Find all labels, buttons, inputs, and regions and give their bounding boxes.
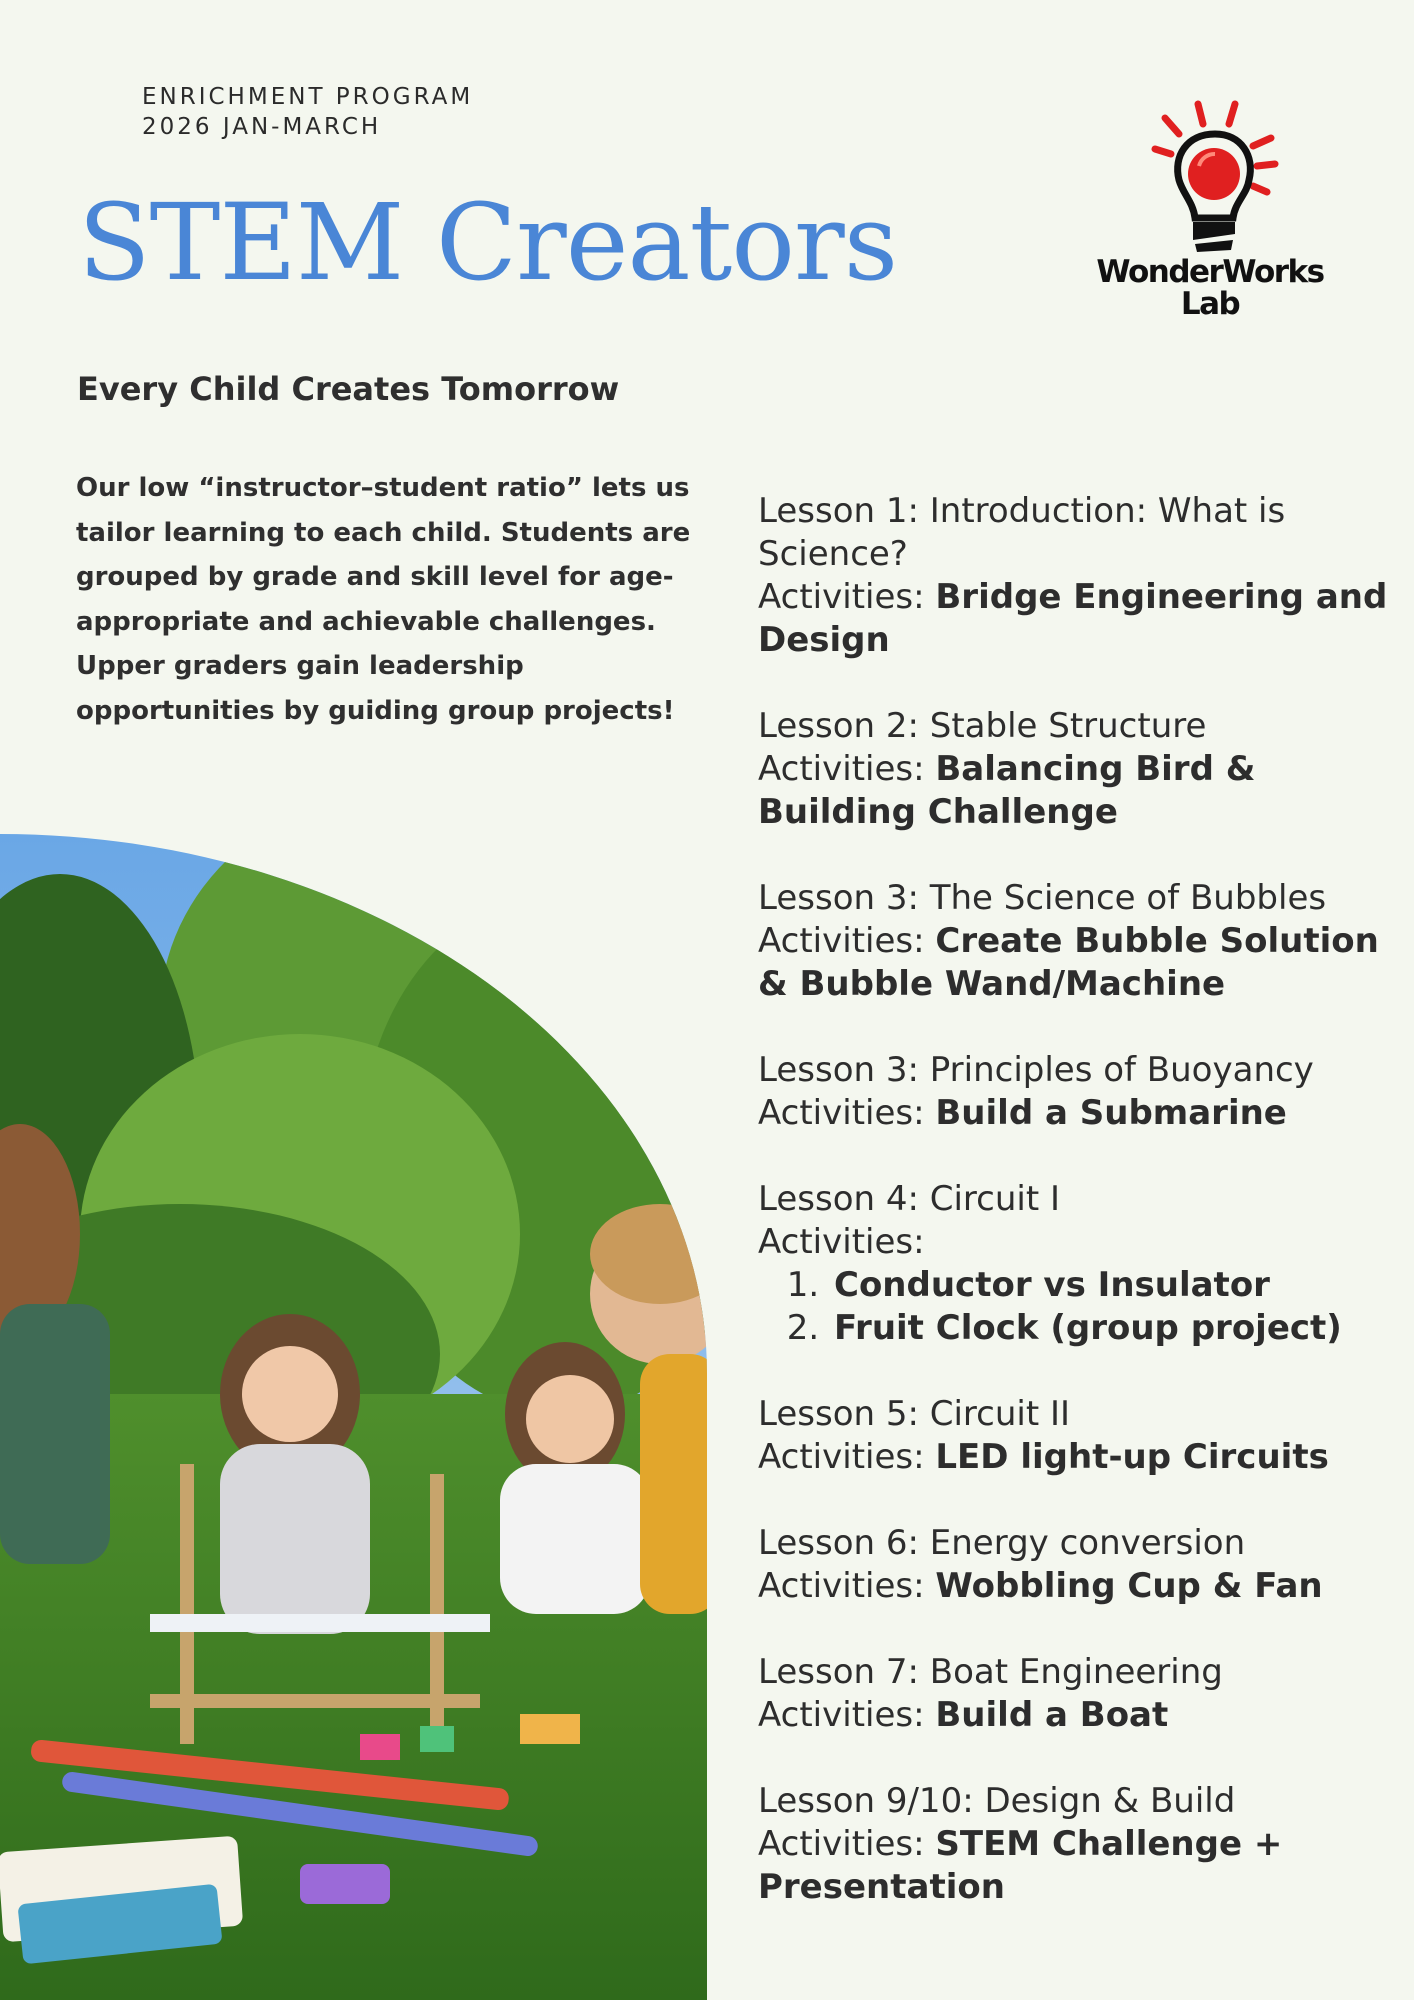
lesson-item [758,877,1398,1006]
lesson-title: Lesson 5: Circuit II [758,1394,1071,1434]
lesson-title: Lesson 3: The Science of Bubbles [758,878,1327,918]
lesson-title: Lesson 3: Principles of Buoyancy [758,1050,1314,1090]
lesson-item [758,490,1398,662]
activities-value: Wobbling Cup & Fan [935,1566,1323,1606]
lesson-item [758,1522,1398,1608]
activities-list-item: 1. Conductor vs Insulator [830,1264,1398,1307]
lesson-activities [758,920,1398,1006]
activities-label: Activities: [758,1566,925,1606]
logo-text [1080,256,1340,320]
children-outdoor-photo [0,834,707,2000]
lesson-activities [758,1823,1398,1909]
lightbulb-icon [1135,94,1285,254]
activities-value: Create Bubble Solution & Bubble Wand/Machine [758,921,1379,1004]
tagline: Every Child Creates Tomorrow [77,370,620,408]
page-title: STEM Creators [78,181,898,304]
activities-value: STEM Challenge + Presentation [758,1824,1283,1907]
lesson-activities [758,576,1398,662]
wonderworks-logo [1080,94,1340,334]
lesson-activities [758,1565,1398,1608]
logo-line-2: Lab [1180,286,1240,322]
lesson-item [758,705,1398,834]
lesson-list [758,490,1398,1952]
lesson-item [758,1651,1398,1737]
lesson-title: Lesson 4: Circuit I [758,1179,1061,1219]
activities-label: Activities: [758,921,925,961]
activities-value: Build a Submarine [935,1093,1287,1133]
photo-illustration [0,834,707,2000]
intro-paragraph: Our low “instructor–student ratio” lets us tailor learning to each child. Students are grouped by grade and skill level for age-appropriate and achievable challenges. Upper graders gain leadership opportunities by guiding group projects! [76,473,691,726]
lesson-title: Lesson 2: Stable Structure [758,706,1207,746]
lesson-item [758,1049,1398,1135]
lesson-item [758,1780,1398,1909]
activities-label: Activities: [758,1824,925,1864]
activities-value: Balancing Bird & Building Challenge [758,749,1256,832]
activities-label: Activities: [758,1093,925,1133]
eyebrow-line-2: 2026 JAN-MARCH [142,114,382,140]
lesson-title: Lesson 6: Energy conversion [758,1523,1246,1563]
activities-value: Bridge Engineering and Design [758,577,1388,660]
lesson-activities [758,748,1398,834]
activities-value: Build a Boat [935,1695,1169,1735]
eyebrow-line-1: ENRICHMENT PROGRAM [142,84,474,110]
activities-label: Activities: [758,577,925,617]
activities-label: Activities: [758,1222,925,1262]
lesson-activities [758,1092,1398,1135]
lesson-title: Lesson 1: Introduction: What is Science? [758,491,1286,574]
lesson-item [758,1178,1398,1350]
program-eyebrow [142,82,473,142]
lesson-title: Lesson 7: Boat Engineering [758,1652,1223,1692]
lesson-activities [758,1694,1398,1737]
lesson-activities [758,1436,1398,1479]
activities-label: Activities: [758,1695,925,1735]
activities-list-item: 2. Fruit Clock (group project) [830,1307,1398,1350]
lesson-title: Lesson 9/10: Design & Build [758,1781,1236,1821]
activities-list [758,1264,1398,1350]
activities-label: Activities: [758,1437,925,1477]
activities-value: LED light-up Circuits [935,1437,1329,1477]
lesson-item [758,1393,1398,1479]
logo-line-1: WonderWorks [1096,254,1324,290]
activities-label: Activities: [758,749,925,789]
